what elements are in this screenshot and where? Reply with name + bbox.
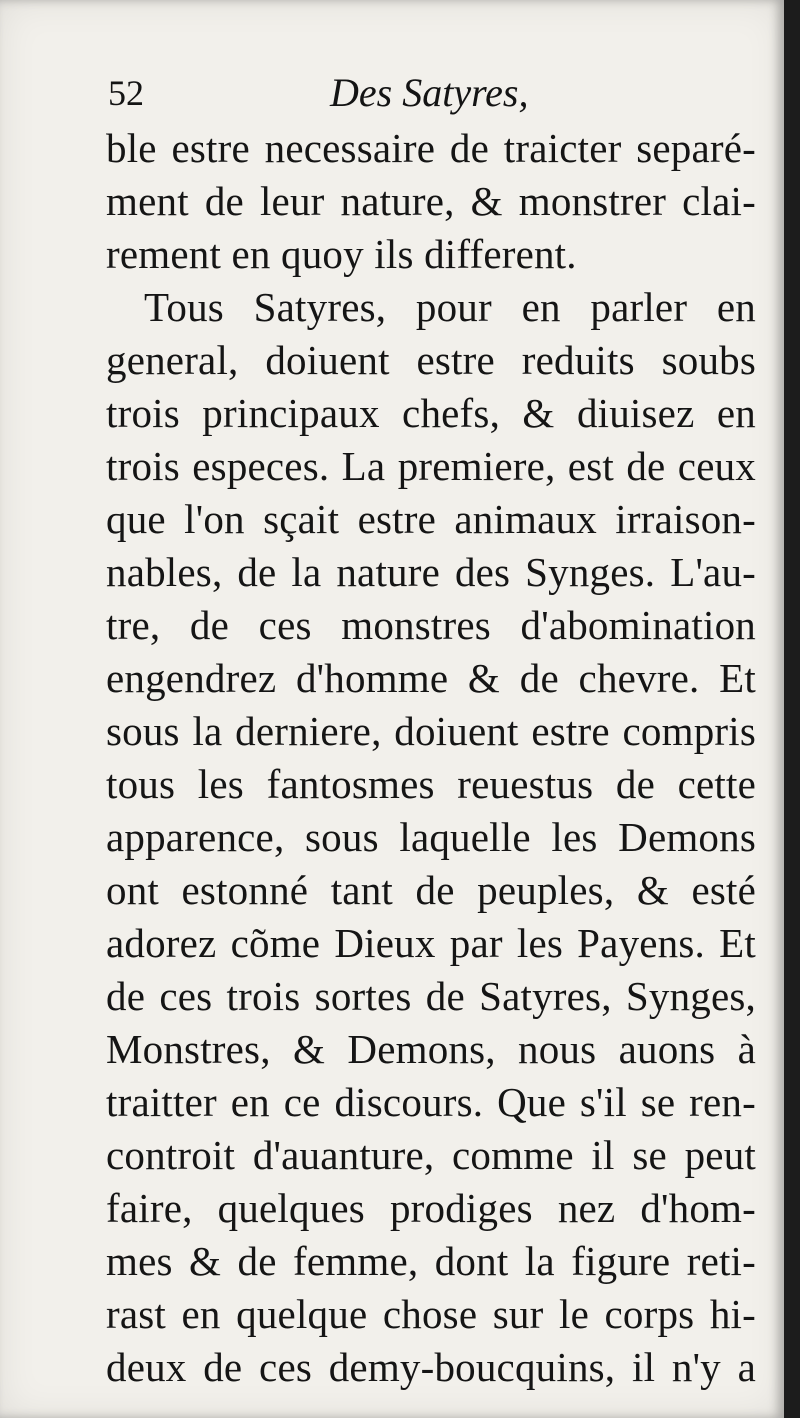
text-line: deux de ces demy-boucquins, il n'y a bbox=[106, 1344, 756, 1390]
text-line: Monstres, & Demons, nous auons à bbox=[106, 1026, 756, 1072]
text-line: ble estre necessaire de traicter separé- bbox=[106, 125, 756, 171]
text-line: tous les fantosmes reuestus de cette bbox=[106, 761, 756, 807]
text-line: rast en quelque chose sur le corps hi- bbox=[106, 1291, 756, 1337]
text-line: ont estonné tant de peuples, & esté bbox=[106, 867, 756, 913]
text-line: trois especes. La premiere, est de ceux bbox=[106, 443, 756, 489]
text-line: general, doiuent estre reduits soubs bbox=[106, 337, 756, 383]
page-gutter-shadow bbox=[784, 0, 800, 1418]
text-line: engendrez d'homme & de chevre. Et bbox=[106, 655, 756, 701]
text-line: rement en quoy ils different. bbox=[106, 231, 577, 277]
text-line: controit d'auanture, comme il se peut bbox=[106, 1132, 756, 1178]
body-text bbox=[106, 122, 756, 1394]
text-line: mes & de femme, dont la figure reti- bbox=[106, 1238, 756, 1284]
text-line: traitter en ce discours. Que s'il se ren- bbox=[106, 1079, 756, 1125]
text-line: faire, quelques prodiges nez d'hom- bbox=[106, 1185, 756, 1231]
text-line: que l'on sçait estre animaux irraison- bbox=[106, 496, 756, 542]
text-line: trois principaux chefs, & diuisez en bbox=[106, 390, 756, 436]
text-line: sous la derniere, doiuent estre compris bbox=[106, 708, 756, 754]
text-line: Tous Satyres, pour en parler en bbox=[144, 284, 756, 330]
text-line: de ces trois sortes de Satyres, Synges, bbox=[106, 973, 756, 1019]
text-line: nables, de la nature des Synges. L'au- bbox=[106, 549, 756, 595]
text-line: apparence, sous laquelle les Demons bbox=[106, 814, 756, 860]
page-number: 52 bbox=[108, 73, 144, 113]
page-header bbox=[108, 68, 748, 118]
text-line: ment de leur nature, & monstrer clai- bbox=[106, 178, 756, 224]
text-line: adorez cõme Dieux par les Payens. Et bbox=[106, 920, 756, 966]
running-head: Des Satyres, bbox=[330, 70, 529, 115]
text-line: tre, de ces monstres d'abomination bbox=[106, 602, 756, 648]
